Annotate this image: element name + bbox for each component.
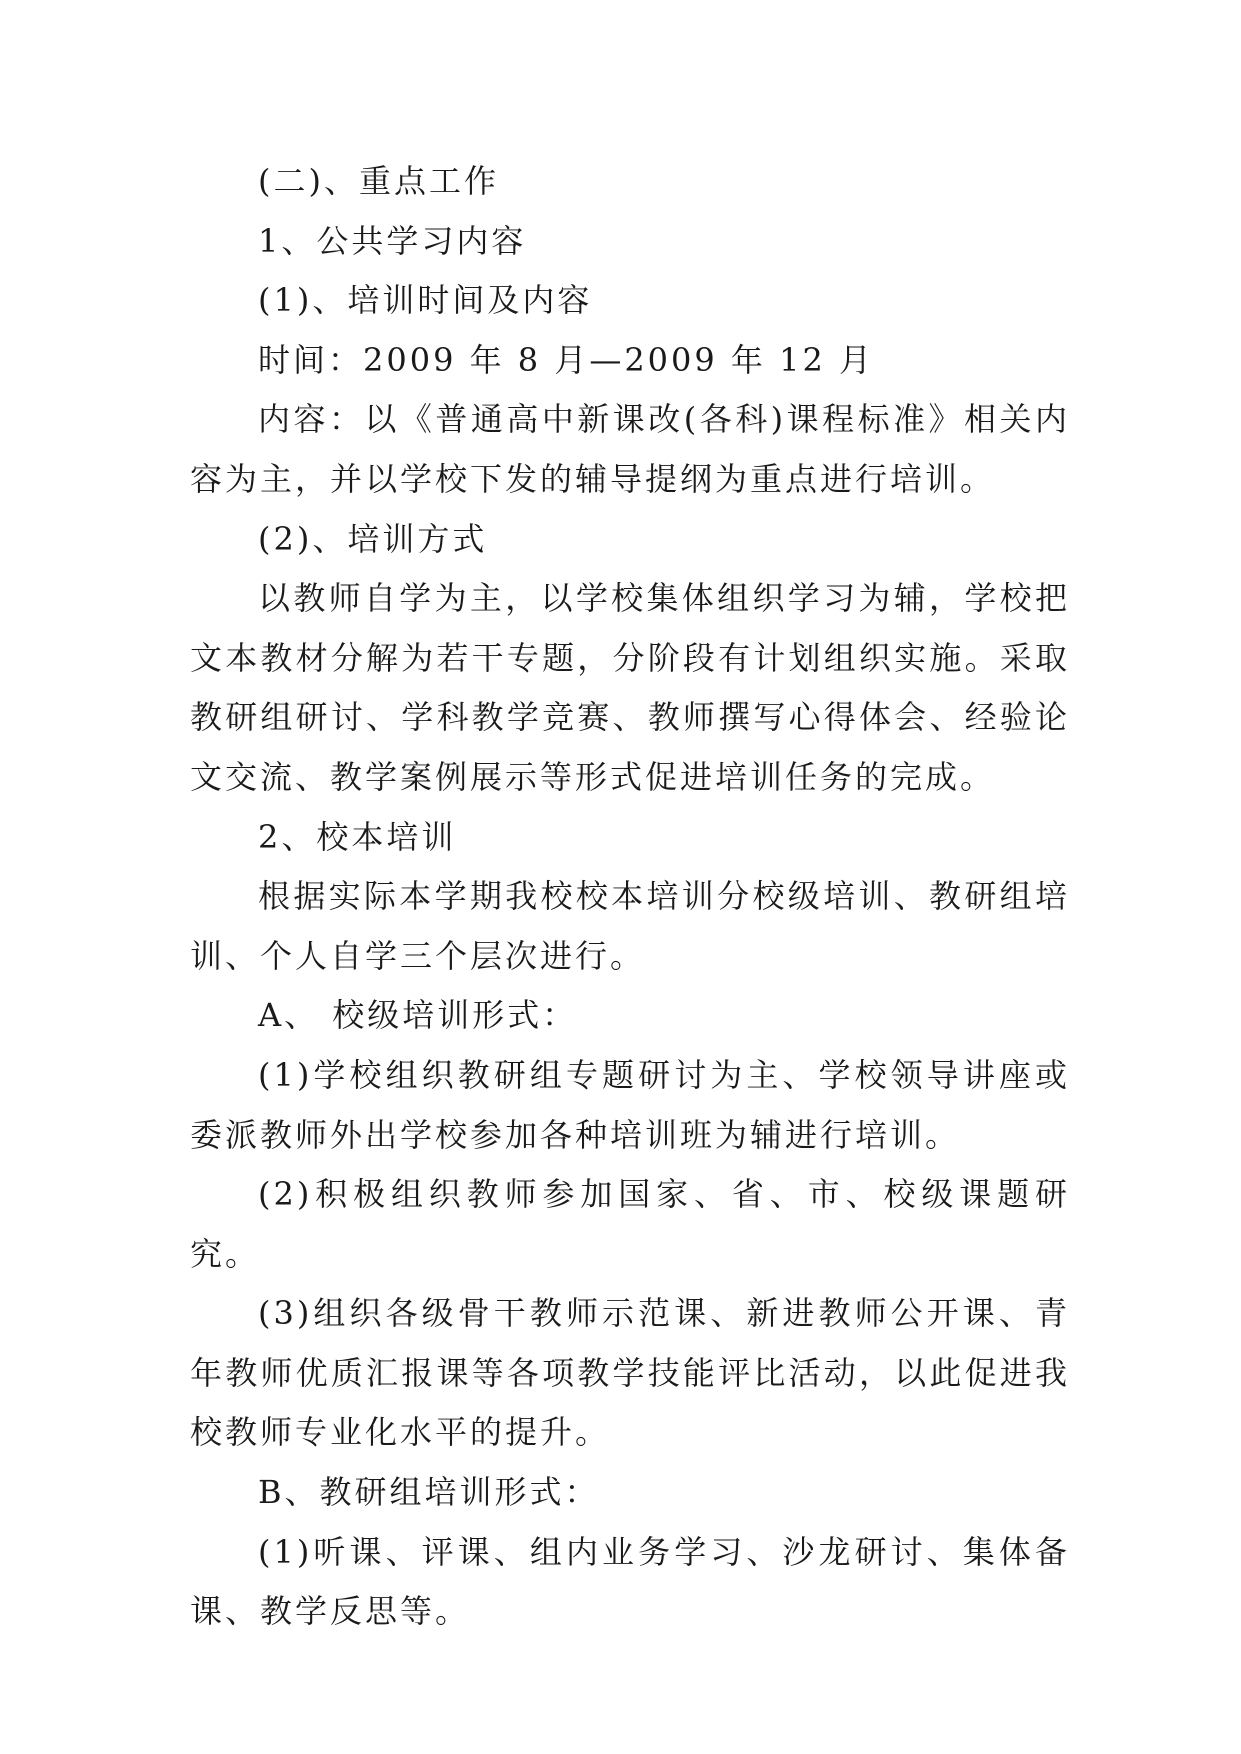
paragraph-time: 时间：2009 年 8 月—2009 年 12 月 xyxy=(258,340,874,379)
paragraph-content: 内容：以《普通高中新课改(各科)课程标准》相关内容为主，并以学校下发的辅导提纲为重点进行培训。 xyxy=(190,400,1070,498)
document-body xyxy=(190,152,1070,1642)
paragraph-school-based-training: 根据实际本学期我校校本培训分校级培训、教研组培训、个人自学三个层次进行。 xyxy=(190,877,1070,975)
subheading-school-based-training: 2、校本培训 xyxy=(258,817,457,856)
subheading-school-level-form: A、 校级培训形式： xyxy=(258,996,578,1035)
paragraph-teaching-group-item-1: (1)听课、评课、组内业务学习、沙龙研讨、集体备课、教学反思等。 xyxy=(190,1532,1070,1631)
subheading-public-learning: 1、公共学习内容 xyxy=(258,221,527,260)
paragraph-school-level-item-3: (3)组织各级骨干教师示范课、新进教师公开课、青年教师优质汇报课等各项教学技能评比活动，以此促进我校教师专业化水平的提升。 xyxy=(190,1294,1070,1452)
paragraph-training-method: 以教师自学为主，以学校集体组织学习为辅，学校把文本教材分解为若干专题，分阶段有计划组织实施。采取教研组研讨、学科教学竞赛、教师撰写心得体会、经验论文交流、教学案例展示等形式促进培训任务的完成。 xyxy=(190,579,1070,796)
paragraph-school-level-item-1: (1)学校组织教研组专题研讨为主、学校领导讲座或委派教师外出学校参加各种培训班为辅进行培训。 xyxy=(190,1055,1070,1154)
section-heading-key-work: (二)、重点工作 xyxy=(258,162,499,200)
subheading-training-time-content: (1)、培训时间及内容 xyxy=(258,281,593,320)
paragraph-school-level-item-2: (2)积极组织教师参加国家、省、市、校级课题研究。 xyxy=(190,1175,1070,1273)
subheading-teaching-group-form: B、教研组培训形式： xyxy=(258,1473,600,1512)
subheading-training-method: (2)、培训方式 xyxy=(258,519,488,558)
